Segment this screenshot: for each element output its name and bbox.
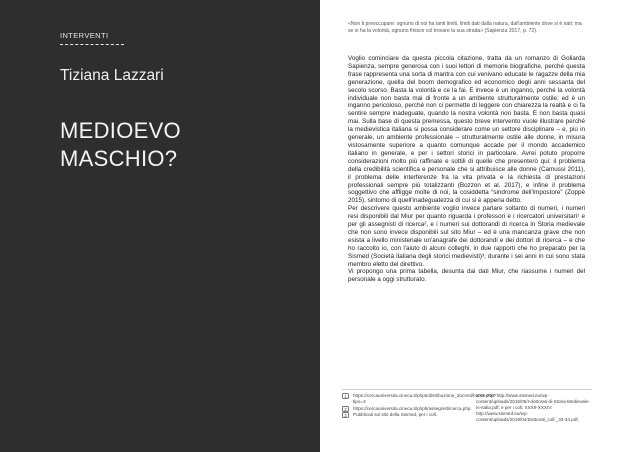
title-line: MEDIOEVO (60, 118, 181, 143)
footnotes-right[interactable]: XXX-XXI: http://www.sismed.eu/wp-content/uploads/2016/05/I-dottorati-di-Storia-Medievale-in-Italia.pdf; e per i coll. XXXII-XXXIV: http://www.sismed.eu/wp-content/uploads/2019/04/Dottorati_coll._33-34.pdf. (476, 393, 590, 422)
article-title (60, 117, 181, 173)
footnote (342, 412, 464, 418)
paragraph: Per descrivere questo ambiente voglio invece parlare soltanto di numeri, i numeri resi disponibili dal Miur per quanto riguarda i professori e i ricercatori universitari¹ e per gli assegnisti di ricerca², e i numeri sui dottorandi di ricerca in Storia medievale che non sono invece disponibili sul sito Miur – ed è una mancanza grave che non esista a livello ministeriale un'anagrafe dei dottorandi e dei dottori di ricerca – e che ho raccolto io, con l'aiuto di alcuni colleghi, in due rapporti che ho preparato per la Sismed (Società italiana degli storici medievisti)³, durante i sei anni in cui sono stata membro eletto del direttivo. (348, 205, 585, 268)
section-divider (60, 44, 124, 45)
footnote-divider (342, 389, 592, 390)
epigraph: «Non ti preoccupare: ognuno di noi ha tanti limiti, limiti dati dalla natura, dall'ambiente dove si è nati; ma se si ha la volontà, ognuno finisce col trovare la sua strada» (Sapienza 2017, p. 72). (348, 21, 582, 34)
paragraph: Voglio cominciare da questa piccola citazione, tratta da un romanzo di Goliarda Sapienza, sempre generosa con i suoi lettori di memorie biografiche, perché questa frase rappresenta una sorta di mantra con cui venivano educate le ragazze della mia generazione, quella del boom demografico ed economico degli anni sessanta del secolo scorso. Basta la volontà e ce la fai. E invece è un inganno, perché la volontà individuale non basta mai di fronte a un ambiente strutturalmente ostile; ed è un inganno pericoloso, perché non ci permette di leggere con chiarezza la realtà e ci fa sentire sempre inadeguate, quando la nostra volontà non basta. E non basta quasi mai. Sulla base di questa premessa, questo breve intervento vuole illustrare perché la medievistica italiana si possa considerare come un settore disciplinare – e, più in generale, un ambiente professionale – strutturalmente ostile alle donne, in misura vistosamente superiore a quanto comunque accade per il mondo accademico italiano in generale, e per i settori storici in particolare. Avrei potuto proporre considerazioni molto più raffinate e sottili di quelle che presenterò qui: il problema della credibilità scientifica e personale che si attribuisce alle donne (Camussi 2011), il problema delle interferenze fra la vita privata e la richiesta di prestazioni professionali sempre più totalizzanti (Bozzon et al. 2017), e infine il problema soggettivo che affligge molte di noi, la cosiddetta “sindrome dell'impostore” (Zoppè 2015), sintomo di quell'inadeguatezza di cui si è appena detto. (348, 55, 585, 205)
footnote-text: Pubblicati sul sito della Sismed, per i coll. (353, 412, 438, 417)
author-name: Tiziana Lazzari (60, 67, 164, 84)
footnote (342, 393, 497, 405)
footnote-number: 2 (342, 406, 349, 412)
footnote-link[interactable]: https://cercauniversita.cineca.it/php5/distribuzione_docenti/home.php?tipo=3 (353, 393, 497, 404)
footnote (342, 405, 472, 412)
right-page (320, 0, 640, 452)
footnote-number: 1 (342, 393, 349, 399)
section-label: INTERVENTI (60, 31, 109, 40)
paragraph: Vi propongo una prima tabella, desunta dai dati Miur, che riassume i numeri del personale a oggi strutturato. (348, 268, 585, 284)
title-line: MASCHIO? (60, 146, 178, 171)
article-body (348, 55, 585, 284)
footnotes-left (342, 393, 497, 419)
footnote-number: 3 (342, 412, 349, 418)
footnote-link[interactable]: https://cercauniversita.cineca.it/php5/assegnisti/cerca.php. (353, 405, 472, 411)
